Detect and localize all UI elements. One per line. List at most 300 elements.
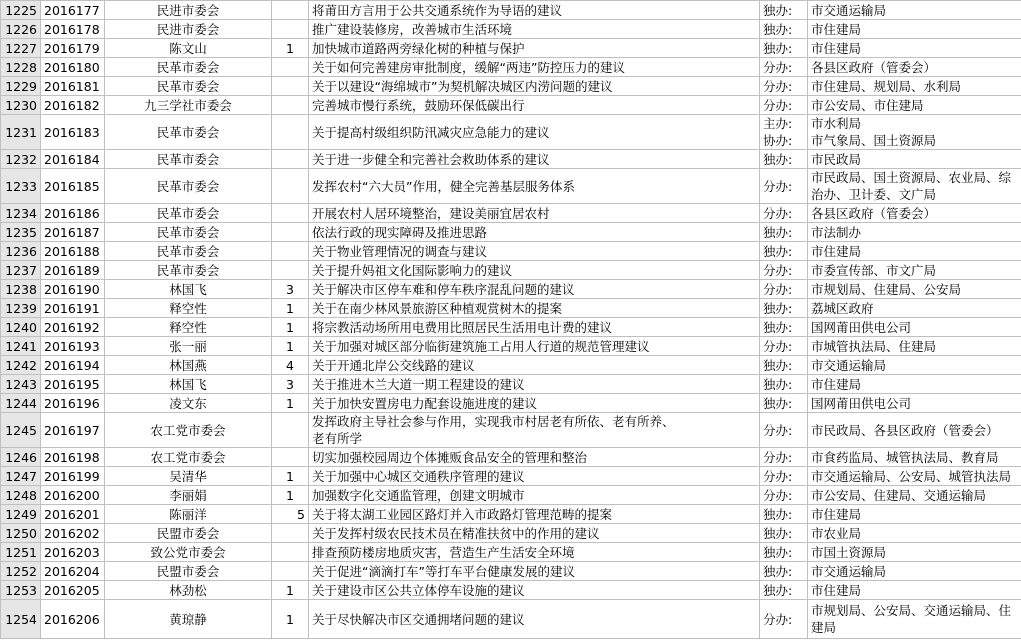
- table-row[interactable]: [1, 242, 1021, 261]
- cell-handling-department-line: 市规划局、住建局、公安局: [811, 281, 962, 297]
- cell-handling-mode[interactable]: [760, 318, 808, 337]
- table-row[interactable]: [1, 39, 1021, 58]
- table-row[interactable]: [1, 318, 1021, 337]
- cell-handling-department-line: 市民政局、国土资源局、农业局、综: [811, 170, 1012, 185]
- cell-handling-department-line: 市民政局、各县区政府（管委会）: [811, 422, 999, 438]
- cell-proposer[interactable]: 林国飞: [105, 375, 272, 394]
- row-header[interactable]: 1227: [1, 39, 41, 58]
- cell-handling-mode[interactable]: [760, 562, 808, 581]
- cell-handling-mode[interactable]: [760, 486, 808, 505]
- cell-handling-department[interactable]: [808, 96, 1021, 115]
- table-row[interactable]: [1, 394, 1021, 413]
- cell-proposer[interactable]: 李丽娟: [105, 486, 272, 505]
- cell-cosigner-count[interactable]: 1: [272, 299, 309, 318]
- row-header[interactable]: 1239: [1, 299, 41, 318]
- table-row[interactable]: [1, 448, 1021, 467]
- cell-proposal-title[interactable]: 将莆田方言用于公共交通系统作为导语的建议: [309, 1, 760, 20]
- cell-handling-mode-line: 分办:: [763, 281, 793, 297]
- cell-proposer[interactable]: 民革市委会: [105, 223, 272, 242]
- cell-cosigner-count[interactable]: [272, 562, 309, 581]
- cell-handling-department-line: 市交通运输局: [811, 357, 887, 373]
- cell-proposal-number[interactable]: 2016202: [41, 524, 105, 543]
- cell-handling-department[interactable]: [808, 223, 1021, 242]
- cell-handling-department-line: 市规划局、公安局、交通运输局、住: [811, 603, 1012, 618]
- cell-proposal-title[interactable]: 关于加强中心城区交通秩序管理的建议: [309, 467, 760, 486]
- cell-handling-department[interactable]: [808, 77, 1021, 96]
- cell-proposal-title[interactable]: 关于提升妈祖文化国际影响力的建议: [309, 261, 760, 280]
- cell-handling-department[interactable]: [808, 150, 1021, 169]
- cell-cosigner-count[interactable]: 1: [272, 581, 309, 600]
- cell-proposal-title[interactable]: 关于推进木兰大道一期工程建设的建议: [309, 375, 760, 394]
- cell-proposal-number[interactable]: 2016185: [41, 169, 105, 204]
- cell-handling-mode-line: 独办:: [763, 40, 793, 56]
- row-header[interactable]: 1244: [1, 394, 41, 413]
- cell-handling-department[interactable]: [808, 486, 1021, 505]
- cell-cosigner-count[interactable]: 1: [272, 600, 309, 639]
- cell-proposal-number[interactable]: 2016198: [41, 448, 105, 467]
- row-header[interactable]: 1254: [1, 600, 41, 639]
- cell-handling-mode-line: 独办:: [763, 395, 793, 411]
- cell-handling-mode-line: 分办:: [763, 611, 793, 627]
- cell-handling-department[interactable]: [808, 1, 1021, 20]
- cell-handling-department-line: 国网莆田供电公司: [811, 395, 912, 411]
- table-body: [1, 1, 1021, 639]
- cell-proposer[interactable]: 林国燕: [105, 356, 272, 375]
- cell-handling-department[interactable]: [808, 600, 1021, 639]
- table-row[interactable]: [1, 356, 1021, 375]
- cell-handling-mode[interactable]: [760, 524, 808, 543]
- cell-proposal-title[interactable]: 关于发挥村级农民技术员在精准扶贫中的作用的建议: [309, 524, 760, 543]
- row-header[interactable]: 1253: [1, 581, 41, 600]
- cell-cosigner-count[interactable]: [272, 96, 309, 115]
- table-row[interactable]: [1, 600, 1021, 639]
- cell-proposer[interactable]: 凌文东: [105, 394, 272, 413]
- cell-proposal-title[interactable]: 关于物业管理情况的调查与建议: [309, 242, 760, 261]
- cell-proposal-number[interactable]: 2016201: [41, 505, 105, 524]
- cell-cosigner-count[interactable]: [272, 223, 309, 242]
- cell-proposer[interactable]: 民盟市委会: [105, 524, 272, 543]
- cell-proposal-number[interactable]: 2016182: [41, 96, 105, 115]
- cell-proposal-title[interactable]: 发挥农村“六大员”作用，健全完善基层服务体系: [309, 169, 760, 204]
- cell-handling-mode-line: 独办:: [763, 300, 793, 316]
- cell-proposal-title[interactable]: 依法行政的现实障碍及推进思路: [309, 223, 760, 242]
- cell-handling-department-line: 各县区政府（管委会）: [811, 59, 937, 75]
- cell-proposal-number[interactable]: 2016192: [41, 318, 105, 337]
- cell-proposal-title[interactable]: 关于在南少林风景旅游区种植观赏树木的提案: [309, 299, 760, 318]
- cell-proposal-number[interactable]: 2016199: [41, 467, 105, 486]
- cell-handling-department-line: 市农业局: [811, 525, 862, 541]
- cell-proposal-number[interactable]: 2016206: [41, 600, 105, 639]
- cell-proposal-number[interactable]: 2016189: [41, 261, 105, 280]
- table-row[interactable]: [1, 150, 1021, 169]
- cell-proposal-title[interactable]: 排查预防楼房地质灾害，营造生产生活安全环境: [309, 543, 760, 562]
- cell-handling-mode-line: 分办:: [763, 59, 793, 75]
- cell-handling-department[interactable]: [808, 337, 1021, 356]
- cell-handling-mode[interactable]: [760, 505, 808, 524]
- cell-proposal-number[interactable]: 2016205: [41, 581, 105, 600]
- cell-cosigner-count[interactable]: [272, 242, 309, 261]
- cell-handling-mode-line: 独办:: [763, 21, 793, 37]
- cell-handling-mode[interactable]: [760, 356, 808, 375]
- cell-handling-mode-line: 独办:: [763, 525, 793, 541]
- table-row[interactable]: [1, 543, 1021, 562]
- cell-cosigner-count[interactable]: 3: [272, 375, 309, 394]
- cell-handling-mode[interactable]: [760, 115, 808, 150]
- cell-handling-mode[interactable]: [760, 1, 808, 20]
- cell-proposer[interactable]: 致公党市委会: [105, 543, 272, 562]
- cell-proposal-number[interactable]: 2016184: [41, 150, 105, 169]
- table-row[interactable]: [1, 413, 1021, 448]
- table-row[interactable]: [1, 115, 1021, 150]
- cell-proposal-title[interactable]: 加强数字化交通监管理，创建文明城市: [309, 486, 760, 505]
- table-row[interactable]: [1, 169, 1021, 204]
- cell-cosigner-count[interactable]: [272, 77, 309, 96]
- cell-handling-department[interactable]: [808, 562, 1021, 581]
- row-header[interactable]: 1236: [1, 242, 41, 261]
- cell-handling-mode[interactable]: [760, 581, 808, 600]
- cell-proposal-title[interactable]: 关于加强对城区部分临街建筑施工占用人行道的规范管理建议: [309, 337, 760, 356]
- cell-proposer[interactable]: 民进市委会: [105, 20, 272, 39]
- cell-cosigner-count[interactable]: [272, 524, 309, 543]
- table-row[interactable]: [1, 280, 1021, 299]
- cell-proposer[interactable]: 民革市委会: [105, 261, 272, 280]
- cell-handling-department-line: 国网莆田供电公司: [811, 319, 912, 335]
- cell-proposal-number[interactable]: 2016183: [41, 115, 105, 150]
- cell-cosigner-count[interactable]: 1: [272, 394, 309, 413]
- cell-handling-mode-line: 分办:: [763, 468, 793, 484]
- cell-handling-mode[interactable]: [760, 280, 808, 299]
- cell-handling-mode[interactable]: [760, 150, 808, 169]
- cell-cosigner-count[interactable]: [272, 1, 309, 20]
- table-row[interactable]: [1, 1, 1021, 20]
- cell-handling-mode-line: 独办:: [763, 563, 793, 579]
- cell-proposal-number[interactable]: 2016195: [41, 375, 105, 394]
- row-header[interactable]: 1246: [1, 448, 41, 467]
- cell-cosigner-count[interactable]: 5: [272, 505, 309, 524]
- cell-handling-mode-line: 分办:: [763, 178, 793, 194]
- cell-handling-department[interactable]: [808, 505, 1021, 524]
- cell-handling-department-line: 各县区政府（管委会）: [811, 205, 937, 221]
- cell-proposal-number[interactable]: 2016177: [41, 1, 105, 20]
- cell-handling-department-line: 市法制办: [811, 224, 862, 240]
- cell-proposer[interactable]: 释空性: [105, 299, 272, 318]
- cell-handling-mode[interactable]: [760, 394, 808, 413]
- cell-proposer[interactable]: 九三学社市委会: [105, 96, 272, 115]
- cell-handling-department-line: 市食药监局、城管执法局、教育局: [811, 449, 999, 465]
- cell-handling-mode[interactable]: [760, 169, 808, 204]
- table-row[interactable]: [1, 261, 1021, 280]
- cell-cosigner-count[interactable]: [272, 58, 309, 77]
- table-row[interactable]: [1, 223, 1021, 242]
- cell-handling-mode[interactable]: [760, 448, 808, 467]
- cell-cosigner-count[interactable]: [272, 543, 309, 562]
- cell-handling-department-line: 市城管执法局、住建局: [811, 338, 937, 354]
- cell-cosigner-count[interactable]: 3: [272, 280, 309, 299]
- cell-handling-department[interactable]: [808, 58, 1021, 77]
- cell-proposal-title[interactable]: 关于进一步健全和完善社会救助体系的建议: [309, 150, 760, 169]
- row-header[interactable]: 1233: [1, 169, 41, 204]
- cell-handling-department[interactable]: [808, 448, 1021, 467]
- cell-handling-department-line: 市公安局、住建局、交通运输局: [811, 487, 987, 503]
- row-header[interactable]: 1241: [1, 337, 41, 356]
- cell-proposal-title[interactable]: 加快城市道路两旁绿化树的种植与保护: [309, 39, 760, 58]
- cell-proposal-title[interactable]: 切实加强校园周边个体摊贩食品安全的管理和整治: [309, 448, 760, 467]
- cell-handling-department[interactable]: [808, 524, 1021, 543]
- cell-proposal-number[interactable]: 2016191: [41, 299, 105, 318]
- row-header[interactable]: 1232: [1, 150, 41, 169]
- row-header[interactable]: 1245: [1, 413, 41, 448]
- cell-cosigner-count[interactable]: [272, 413, 309, 448]
- row-header[interactable]: 1252: [1, 562, 41, 581]
- cell-handling-mode-line: 分办:: [763, 97, 793, 113]
- cell-handling-department[interactable]: [808, 581, 1021, 600]
- row-header[interactable]: 1229: [1, 77, 41, 96]
- cell-proposal-number[interactable]: 2016178: [41, 20, 105, 39]
- cell-handling-mode-line: 分办:: [763, 338, 793, 354]
- table-row[interactable]: [1, 524, 1021, 543]
- cell-proposal-number[interactable]: 2016203: [41, 543, 105, 562]
- cell-proposal-title[interactable]: 关于开通北岸公交线路的建议: [309, 356, 760, 375]
- table-row[interactable]: [1, 58, 1021, 77]
- cell-proposal-number[interactable]: 2016186: [41, 204, 105, 223]
- cell-handling-mode-line: 独办:: [763, 224, 793, 240]
- cell-handling-mode[interactable]: [760, 299, 808, 318]
- cell-proposal-number[interactable]: 2016181: [41, 77, 105, 96]
- row-header[interactable]: 1235: [1, 223, 41, 242]
- cell-proposal-title[interactable]: 关于建设市区公共立体停车设施的建议: [309, 581, 760, 600]
- cell-proposal-title[interactable]: 关于加快安置房电力配套设施进度的建议: [309, 394, 760, 413]
- cell-handling-mode-line: 协办:: [763, 133, 793, 148]
- cell-handling-mode-line: 独办:: [763, 319, 793, 335]
- table-row[interactable]: [1, 20, 1021, 39]
- cell-handling-department[interactable]: [808, 299, 1021, 318]
- cell-proposal-number[interactable]: 2016204: [41, 562, 105, 581]
- cell-handling-department-line: 市住建局: [811, 506, 862, 522]
- cell-handling-mode-line: 独办:: [763, 357, 793, 373]
- cell-proposer[interactable]: 民革市委会: [105, 77, 272, 96]
- row-header[interactable]: 1225: [1, 1, 41, 20]
- row-header[interactable]: 1248: [1, 486, 41, 505]
- cell-cosigner-count[interactable]: 1: [272, 486, 309, 505]
- row-header[interactable]: 1249: [1, 505, 41, 524]
- cell-cosigner-count[interactable]: 1: [272, 337, 309, 356]
- cell-handling-department-line: 市交通运输局: [811, 563, 887, 579]
- cell-handling-mode-line: 独办:: [763, 582, 793, 598]
- row-header[interactable]: 1240: [1, 318, 41, 337]
- cell-handling-department[interactable]: [808, 318, 1021, 337]
- cell-handling-mode[interactable]: [760, 20, 808, 39]
- row-header[interactable]: 1243: [1, 375, 41, 394]
- cell-handling-department[interactable]: [808, 20, 1021, 39]
- table-row[interactable]: [1, 581, 1021, 600]
- cell-handling-mode-line: 分办:: [763, 449, 793, 465]
- cell-handling-mode[interactable]: [760, 39, 808, 58]
- cell-proposer[interactable]: 农工党市委会: [105, 413, 272, 448]
- cell-cosigner-count[interactable]: [272, 261, 309, 280]
- cell-proposal-title[interactable]: 关于解决市区停车难和停车秩序混乱问题的建议: [309, 280, 760, 299]
- cell-proposal-title[interactable]: 完善城市慢行系统，鼓励环保低碳出行: [309, 96, 760, 115]
- cell-handling-mode[interactable]: [760, 77, 808, 96]
- row-header[interactable]: 1226: [1, 20, 41, 39]
- cell-proposal-title[interactable]: 关于如何完善建房审批制度，缓解“两违”防控压力的建议: [309, 58, 760, 77]
- cell-handling-mode[interactable]: [760, 96, 808, 115]
- cell-handling-mode[interactable]: [760, 413, 808, 448]
- cell-proposal-title[interactable]: [309, 413, 760, 448]
- cell-handling-mode[interactable]: [760, 337, 808, 356]
- cell-handling-department-line: 市交通运输局: [811, 2, 887, 18]
- cell-handling-mode-line: 分办:: [763, 205, 793, 221]
- cell-handling-department-line: 市委宣传部、市文广局: [811, 262, 937, 278]
- table-row[interactable]: [1, 299, 1021, 318]
- cell-handling-mode[interactable]: [760, 600, 808, 639]
- cell-handling-department[interactable]: [808, 280, 1021, 299]
- cell-handling-department[interactable]: [808, 204, 1021, 223]
- cell-proposal-title[interactable]: 推广建设装修房，改善城市生活环境: [309, 20, 760, 39]
- cell-cosigner-count[interactable]: [272, 150, 309, 169]
- cell-proposer[interactable]: 民革市委会: [105, 150, 272, 169]
- cell-proposal-title[interactable]: 关于以建设“海绵城市”为契机解决城区内涝问题的建议: [309, 77, 760, 96]
- cell-proposer[interactable]: 民革市委会: [105, 242, 272, 261]
- cell-proposal-title[interactable]: 关于促进“滴滴打车”等打车平台健康发展的建议: [309, 562, 760, 581]
- row-header[interactable]: 1230: [1, 96, 41, 115]
- cell-handling-mode-line: 独办:: [763, 544, 793, 560]
- cell-proposer[interactable]: 民革市委会: [105, 204, 272, 223]
- cell-handling-mode-line: 独办:: [763, 151, 793, 167]
- cell-handling-mode[interactable]: [760, 375, 808, 394]
- cell-handling-department-line: 市水利局: [811, 116, 862, 131]
- cell-proposal-number[interactable]: 2016196: [41, 394, 105, 413]
- cell-cosigner-count[interactable]: [272, 115, 309, 150]
- cell-handling-department-line: 市气象局、国土资源局: [811, 133, 937, 148]
- cell-proposal-title[interactable]: 将宗教活动场所用电费用比照居民生活用电计费的建议: [309, 318, 760, 337]
- cell-proposer[interactable]: 释空性: [105, 318, 272, 337]
- cell-cosigner-count[interactable]: [272, 204, 309, 223]
- cell-handling-mode[interactable]: [760, 242, 808, 261]
- cell-proposal-title-line: 发挥政府主导社会参与作用，实现我市村居老有所依、老有所养、: [312, 414, 675, 429]
- cell-cosigner-count[interactable]: [272, 20, 309, 39]
- cell-handling-mode-line: 独办:: [763, 243, 793, 259]
- cell-proposal-title[interactable]: 关于尽快解决市区交通拥堵问题的建议: [309, 600, 760, 639]
- cell-proposal-title[interactable]: 关于将太湖工业园区路灯并入市政路灯管理范畴的提案: [309, 505, 760, 524]
- cell-handling-department-line: 市交通运输局、公安局、城管执法局: [811, 468, 1012, 484]
- cell-handling-mode-line: 独办:: [763, 2, 793, 18]
- cell-proposal-number[interactable]: 2016194: [41, 356, 105, 375]
- cell-proposal-number[interactable]: 2016193: [41, 337, 105, 356]
- cell-proposal-number[interactable]: 2016188: [41, 242, 105, 261]
- cell-proposal-title[interactable]: 开展农村人居环境整治，建设美丽宜居农村: [309, 204, 760, 223]
- cell-cosigner-count[interactable]: 1: [272, 39, 309, 58]
- row-header[interactable]: 1250: [1, 524, 41, 543]
- cell-handling-department-line: 市住建局: [811, 582, 862, 598]
- cell-handling-mode[interactable]: [760, 58, 808, 77]
- cell-proposer[interactable]: 陈丽洋: [105, 505, 272, 524]
- cell-handling-department-line: 市住建局: [811, 376, 862, 392]
- cell-handling-mode-line: 独办:: [763, 376, 793, 392]
- cell-handling-department-line: 建局: [811, 620, 837, 635]
- cell-handling-department[interactable]: [808, 394, 1021, 413]
- table-row[interactable]: [1, 77, 1021, 96]
- table-row[interactable]: [1, 486, 1021, 505]
- table-row[interactable]: [1, 204, 1021, 223]
- cell-handling-department[interactable]: [808, 413, 1021, 448]
- cell-handling-department[interactable]: [808, 543, 1021, 562]
- cell-proposal-number[interactable]: 2016179: [41, 39, 105, 58]
- cell-handling-mode-line: 分办:: [763, 262, 793, 278]
- cell-proposal-number[interactable]: 2016197: [41, 413, 105, 448]
- table-row[interactable]: [1, 337, 1021, 356]
- cell-handling-mode-line: 分办:: [763, 487, 793, 503]
- cell-proposer[interactable]: 民革市委会: [105, 115, 272, 150]
- cell-handling-department[interactable]: [808, 169, 1021, 204]
- cell-handling-department-line: 市住建局: [811, 21, 862, 37]
- row-header[interactable]: 1242: [1, 356, 41, 375]
- cell-handling-mode[interactable]: [760, 467, 808, 486]
- cell-proposer[interactable]: 吴清华: [105, 467, 272, 486]
- table-row[interactable]: [1, 96, 1021, 115]
- cell-handling-department[interactable]: [808, 375, 1021, 394]
- cell-cosigner-count[interactable]: 1: [272, 318, 309, 337]
- table-row[interactable]: [1, 467, 1021, 486]
- table-row[interactable]: [1, 375, 1021, 394]
- cell-handling-department-line: 荔城区政府: [811, 300, 874, 316]
- cell-cosigner-count[interactable]: 1: [272, 467, 309, 486]
- row-header[interactable]: 1251: [1, 543, 41, 562]
- row-header[interactable]: 1234: [1, 204, 41, 223]
- cell-handling-department[interactable]: [808, 115, 1021, 150]
- table-row[interactable]: [1, 562, 1021, 581]
- cell-handling-mode-line: 分办:: [763, 422, 793, 438]
- cell-handling-mode[interactable]: [760, 223, 808, 242]
- cell-handling-mode[interactable]: [760, 204, 808, 223]
- row-header[interactable]: 1238: [1, 280, 41, 299]
- cell-handling-department-line: 市住建局: [811, 40, 862, 56]
- cell-handling-department[interactable]: [808, 242, 1021, 261]
- cell-cosigner-count[interactable]: 4: [272, 356, 309, 375]
- cell-proposal-number[interactable]: 2016200: [41, 486, 105, 505]
- row-header[interactable]: 1228: [1, 58, 41, 77]
- cell-proposer[interactable]: 张一丽: [105, 337, 272, 356]
- cell-handling-mode[interactable]: [760, 261, 808, 280]
- cell-handling-mode-line: 分办:: [763, 78, 793, 94]
- cell-proposer[interactable]: 民革市委会: [105, 58, 272, 77]
- cell-proposer[interactable]: 民进市委会: [105, 1, 272, 20]
- cell-handling-mode-line: 独办:: [763, 506, 793, 522]
- cell-cosigner-count[interactable]: [272, 169, 309, 204]
- cell-proposer[interactable]: 林国飞: [105, 280, 272, 299]
- cell-cosigner-count[interactable]: [272, 448, 309, 467]
- row-header[interactable]: 1231: [1, 115, 41, 150]
- cell-proposer[interactable]: 民革市委会: [105, 169, 272, 204]
- row-header[interactable]: 1247: [1, 467, 41, 486]
- cell-proposal-number[interactable]: 2016180: [41, 58, 105, 77]
- cell-proposal-number[interactable]: 2016190: [41, 280, 105, 299]
- cell-proposer[interactable]: 民盟市委会: [105, 562, 272, 581]
- cell-handling-department[interactable]: [808, 356, 1021, 375]
- row-header[interactable]: 1237: [1, 261, 41, 280]
- cell-proposer[interactable]: 陈文山: [105, 39, 272, 58]
- cell-handling-department[interactable]: [808, 261, 1021, 280]
- cell-proposer[interactable]: 林劲松: [105, 581, 272, 600]
- cell-handling-department[interactable]: [808, 39, 1021, 58]
- cell-handling-mode[interactable]: [760, 543, 808, 562]
- cell-proposer[interactable]: 农工党市委会: [105, 448, 272, 467]
- cell-handling-department-line: 市住建局: [811, 243, 862, 259]
- table-row[interactable]: [1, 505, 1021, 524]
- cell-proposal-title[interactable]: 关于提高村级组织防汛减灾应急能力的建议: [309, 115, 760, 150]
- cell-handling-department[interactable]: [808, 467, 1021, 486]
- cell-proposal-number[interactable]: 2016187: [41, 223, 105, 242]
- cell-proposer[interactable]: 黄琼静: [105, 600, 272, 639]
